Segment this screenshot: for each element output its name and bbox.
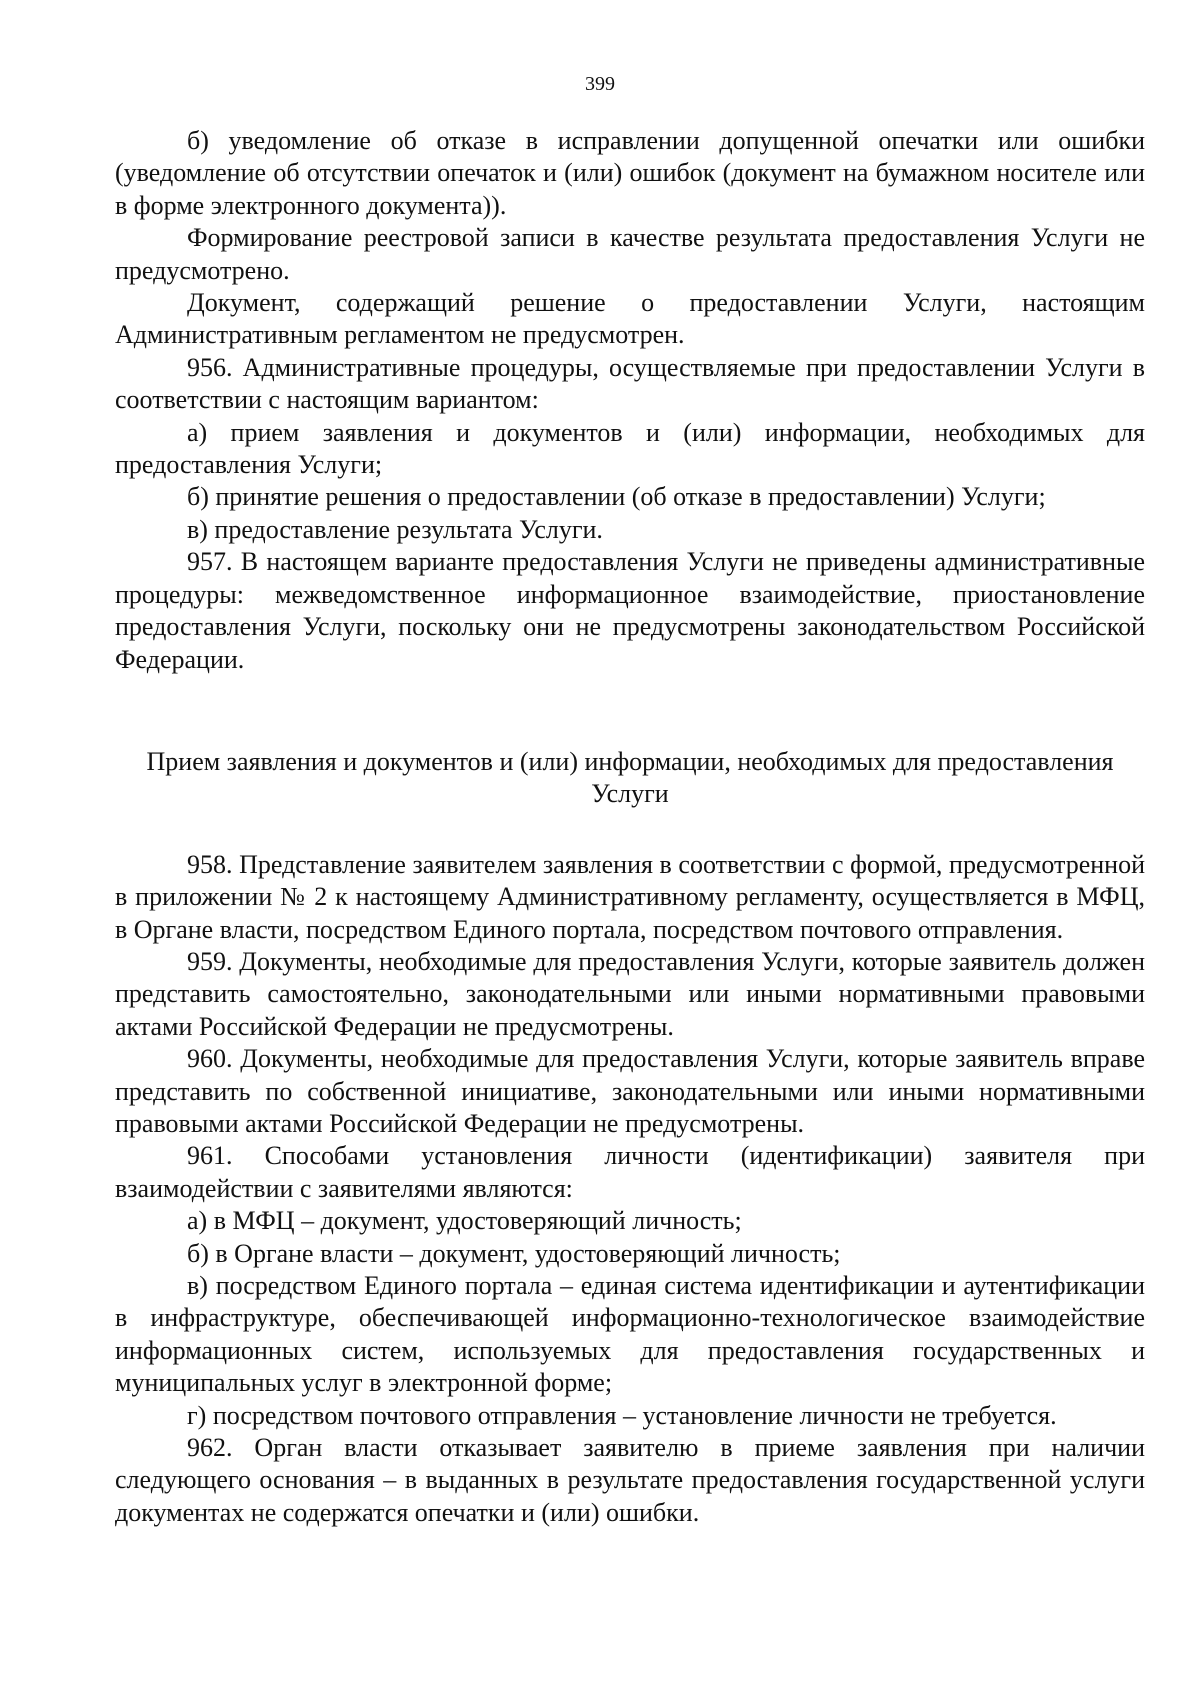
paragraph-961-v: в) посредством Единого портала – единая система идентификации и аутентификации в инфраструктуре, обеспечивающей информационно-технологическое взаимодействие информационных систем, используемых для предоставления государственных и муниципальных услуг в электронной форме;	[115, 1271, 1145, 1398]
paragraph-956-b: б) принятие решения о предоставлении (об отказе в предоставлении) Услуги;	[187, 482, 1046, 512]
paragraph-956-a: а) прием заявления и документов и (или) информации, необходимых для предоставления Услуги;	[115, 417, 1145, 480]
spacer	[115, 811, 1145, 849]
paragraph-notice-refusal: б) уведомление об отказе в исправлении допущенной опечатки или ошибки (уведомление об отсутствии опечаток и (или) ошибок (документ на бумажном носителе или в форме электронного документа)).	[115, 126, 1145, 220]
document-body	[115, 125, 1145, 1529]
paragraph-registry-record: Формирование реестровой записи в качестве результата предоставления Услуги не предусмотрено.	[115, 223, 1145, 285]
paragraph-957: 957. В настоящем варианте предоставления Услуги не приведены административные процедуры: межведомственное информационное взаимодействие, приостановление предоставления Услуги, поскольку они не предусмотрены законодательством Российской Федерации.	[115, 547, 1145, 674]
paragraph-961: 961. Способами установления личности (идентификации) заявителя при взаимодействии с заявителями являются:	[115, 1141, 1145, 1203]
spacer	[115, 676, 1145, 746]
paragraph-960: 960. Документы, необходимые для предоставления Услуги, которые заявитель вправе представить по собственной инициативе, законодательными или иными нормативными правовыми актами Российской Федерации не предусмотрены.	[115, 1044, 1145, 1138]
section-heading: Прием заявления и документов и (или) информации, необходимых для предоставления Услуги	[146, 746, 1114, 809]
paragraph-956-v: в) предоставление результата Услуги.	[187, 514, 603, 544]
page-number: 399	[585, 73, 615, 95]
paragraph-958: 958. Представление заявителем заявления в соответствии с формой, предусмотренной в приложении № 2 к настоящему Административному регламенту, осуществляется в МФЦ, в Органе власти, посредством Единого портала, посредством почтового отправления.	[115, 849, 1145, 944]
paragraph-961-g: г) посредством почтового отправления – установление личности не требуется.	[187, 1400, 1057, 1430]
paragraph-956: 956. Административные процедуры, осуществляемые при предоставлении Услуги в соответствии с настоящим вариантом:	[115, 352, 1145, 415]
paragraph-959: 959. Документы, необходимые для предоставления Услуги, которые заявитель должен представить самостоятельно, законодательными или иными нормативными правовыми актами Российской Федерации не предусмотрены.	[115, 946, 1145, 1041]
paragraph-961-b: б) в Органе власти – документ, удостоверяющий личность;	[187, 1238, 841, 1268]
paragraph-962: 962. Орган власти отказывает заявителю в приеме заявления при наличии следующего основания – в выданных в результате предоставления государственной услуги документах не содержатся опечатки и (или) ошибки.	[115, 1433, 1145, 1527]
paragraph-decision-document: Документ, содержащий решение о предоставлении Услуги, настоящим Административным регламентом не предусмотрен.	[115, 288, 1145, 350]
paragraph-961-a: а) в МФЦ – документ, удостоверяющий личность;	[187, 1206, 742, 1236]
